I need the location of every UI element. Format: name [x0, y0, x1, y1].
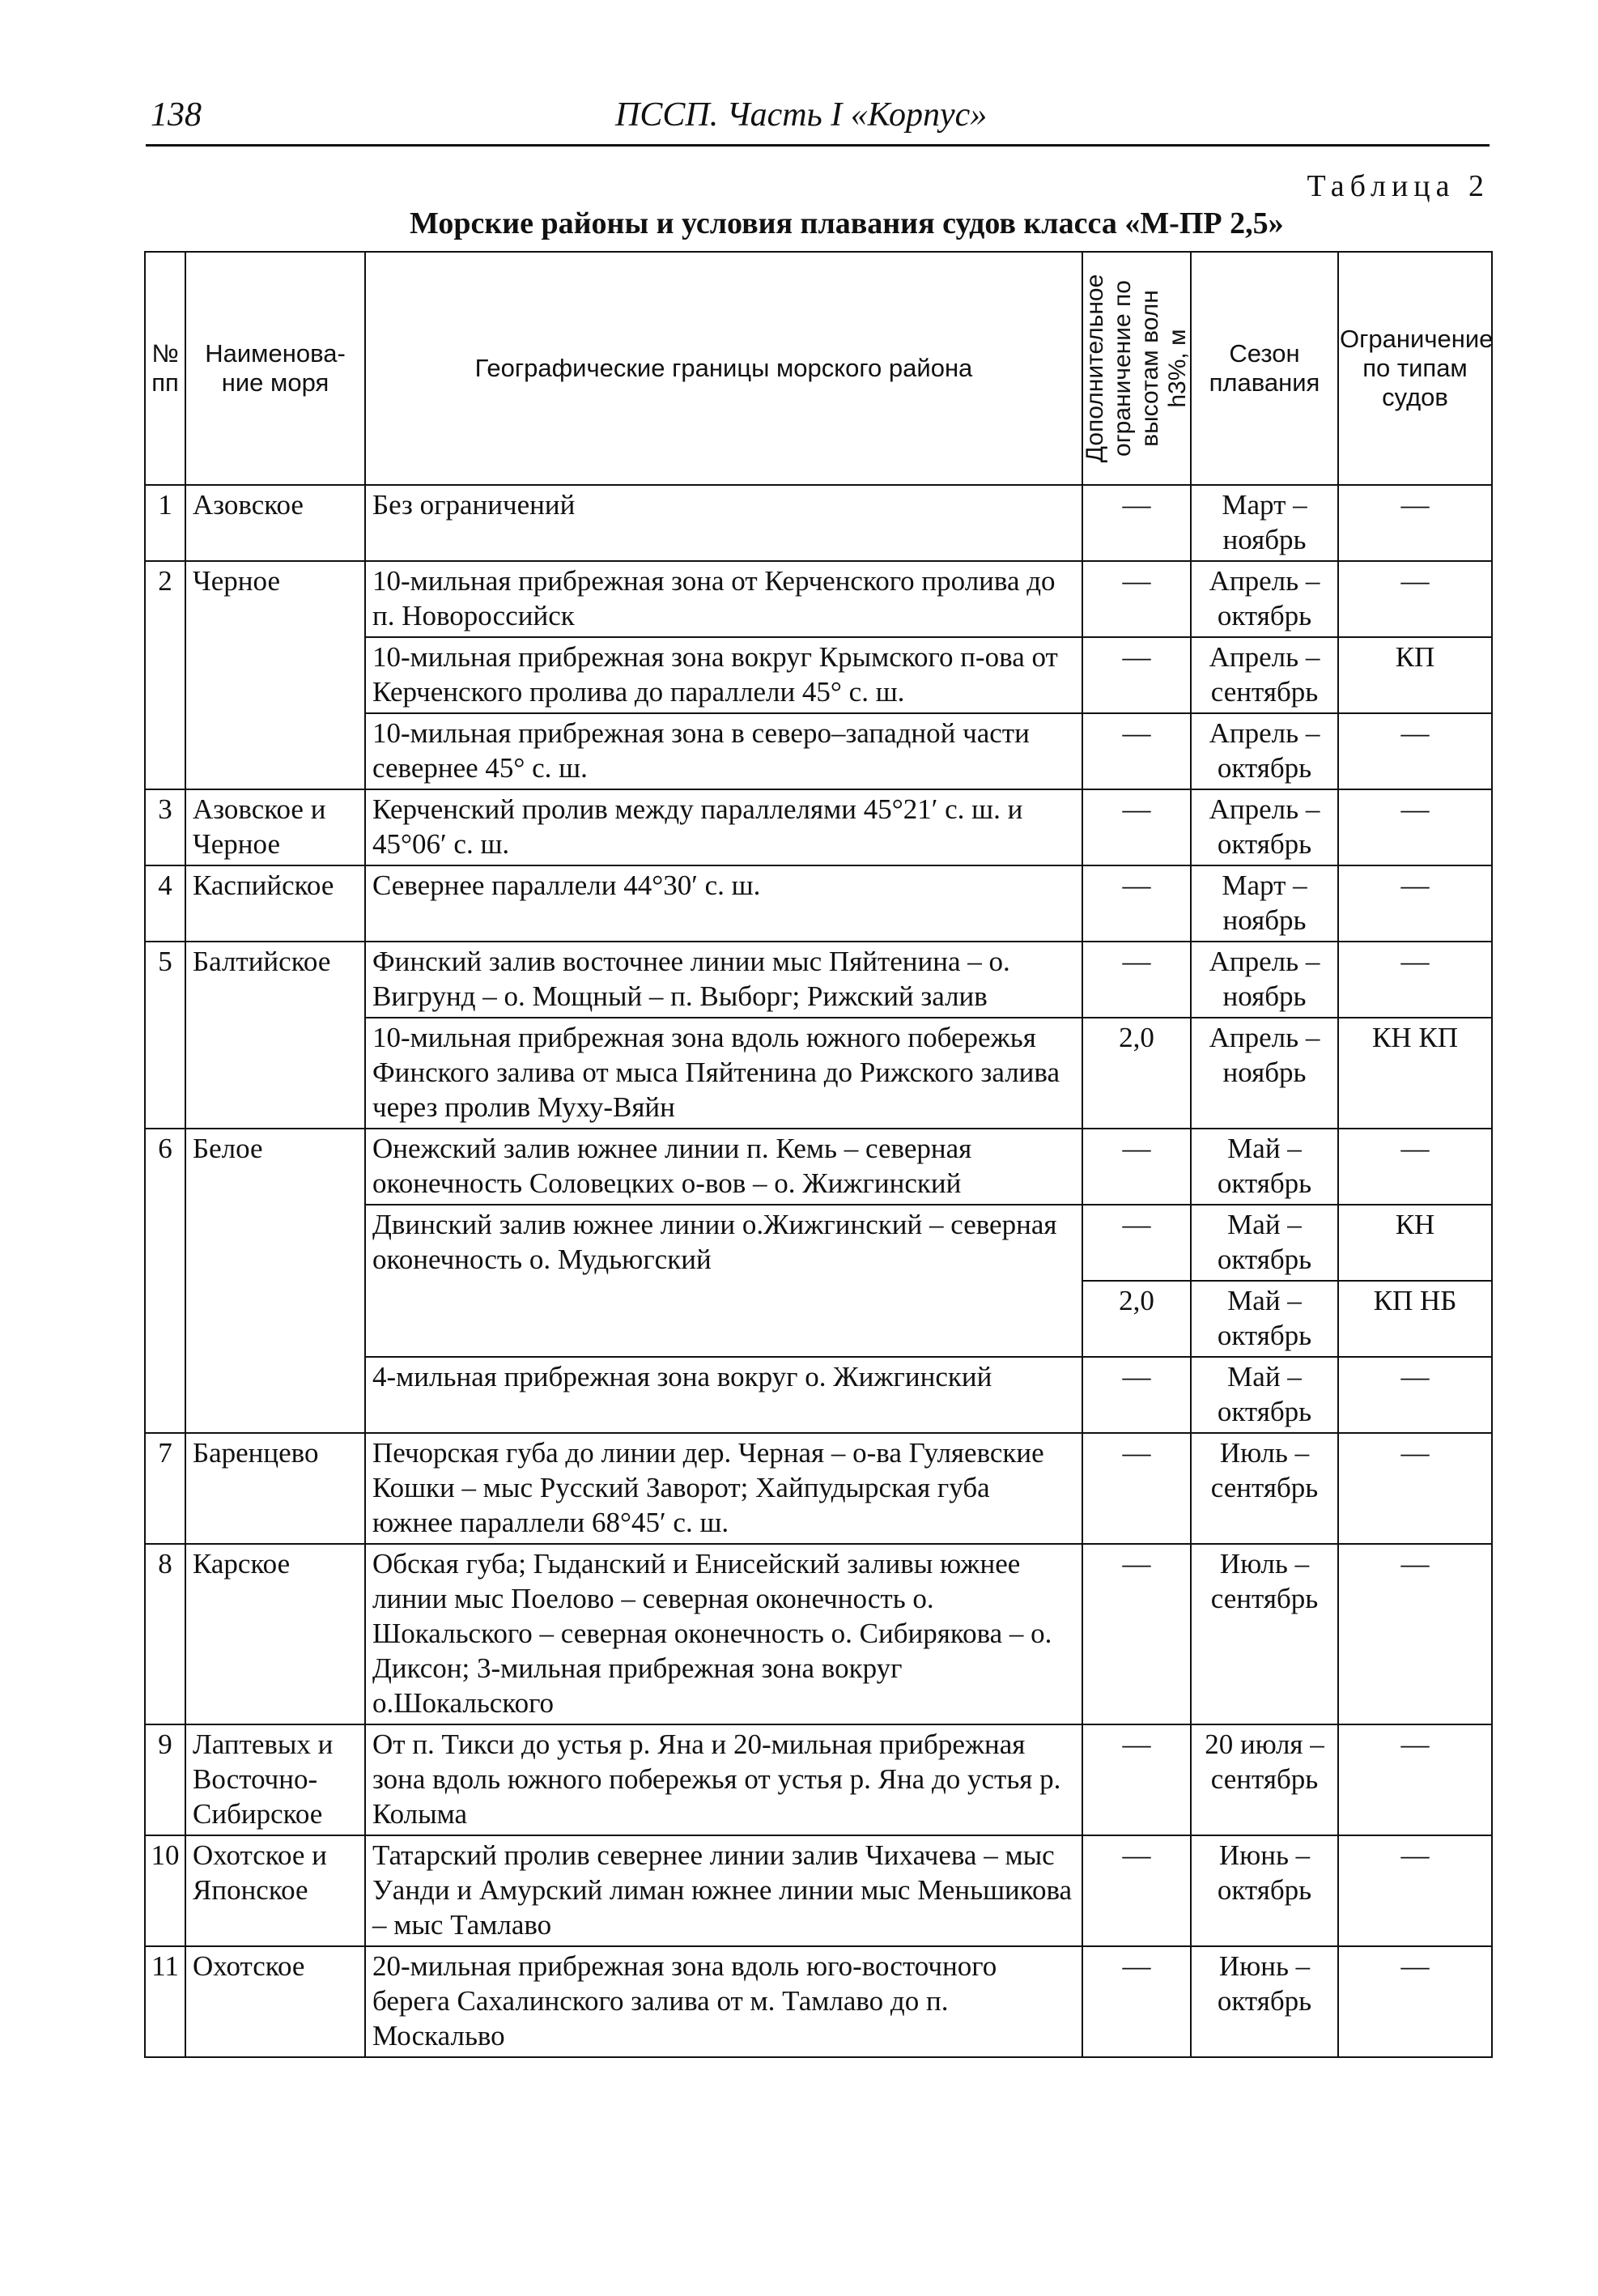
restriction: — [1338, 865, 1492, 942]
col-header-season: Сезон плавания [1191, 252, 1338, 485]
table-row [145, 1544, 1492, 1724]
wave-limit: — [1082, 485, 1191, 561]
table-row [145, 942, 1492, 1018]
restriction: — [1338, 1357, 1492, 1433]
sea-name: Каспийское [185, 865, 365, 942]
table-row [145, 1835, 1492, 1946]
season: Март – ноябрь [1191, 485, 1338, 561]
sea-name: Азовское [185, 485, 365, 561]
table-caption: Морские районы и условия плавания судов класса «М-ПР 2,5» [410, 206, 1284, 240]
wave-limit: — [1082, 1433, 1191, 1544]
wave-limit-label: Дополнительное ограничение по высотам волн h3%, м [1082, 274, 1191, 463]
area-boundary: Финский залив восточнее линии мыс Пяйтенина – о. Вигрунд – о. Мощный – п. Выборг; Рижский залив [365, 942, 1082, 1018]
restriction: — [1338, 1129, 1492, 1205]
wave-limit: 2,0 [1082, 1018, 1191, 1129]
season: Май – октябрь [1191, 1281, 1338, 1357]
col-header-wave-limit [1082, 252, 1191, 485]
restriction: — [1338, 713, 1492, 789]
area-boundary: 10-мильная прибрежная зона вокруг Крымского п-ова от Керченского пролива до параллели 45° с. ш. [365, 637, 1082, 713]
wave-limit: — [1082, 1357, 1191, 1433]
season: Апрель – сентябрь [1191, 637, 1338, 713]
sea-name: Охотское [185, 1946, 365, 2057]
row-number: 7 [145, 1433, 185, 1544]
season: Апрель – ноябрь [1191, 942, 1338, 1018]
area-boundary: Без ограничений [365, 485, 1082, 561]
restriction: — [1338, 1544, 1492, 1724]
wave-limit: — [1082, 942, 1191, 1018]
table-row [145, 1433, 1492, 1544]
col-header-restriction: Ограничение по типам судов [1338, 252, 1492, 485]
restriction: — [1338, 1835, 1492, 1946]
table-label: Таблица 2 [1307, 169, 1490, 203]
table-row [145, 865, 1492, 942]
area-boundary: 10-мильная прибрежная зона вдоль южного побережья Финского залива от мыса Пяйтенина до Рижского залива через пролив Муху-Вяйн [365, 1018, 1082, 1129]
season: Апрель – ноябрь [1191, 1018, 1338, 1129]
row-number: 1 [145, 485, 185, 561]
sea-name: Лаптевых и Восточно-Сибирское [185, 1724, 365, 1835]
season: Апрель – октябрь [1191, 561, 1338, 637]
wave-limit: — [1082, 713, 1191, 789]
page-number: 138 [151, 96, 202, 134]
table-row [145, 789, 1492, 865]
wave-limit: — [1082, 1724, 1191, 1835]
area-boundary: Керченский пролив между параллелями 45°21′ с. ш. и 45°06′ с. ш. [365, 789, 1082, 865]
wave-limit: — [1082, 1129, 1191, 1205]
sea-name: Белое [185, 1129, 365, 1433]
sea-name: Охотское и Японское [185, 1835, 365, 1946]
wave-limit: — [1082, 865, 1191, 942]
season: Апрель – октябрь [1191, 789, 1338, 865]
area-boundary: Онежский залив южнее линии п. Кемь – северная оконечность Соловецких о-вов – о. Жижгинский [365, 1129, 1082, 1205]
wave-limit: — [1082, 637, 1191, 713]
restriction: — [1338, 789, 1492, 865]
restriction: — [1338, 561, 1492, 637]
area-boundary: Севернее параллели 44°30′ с. ш. [365, 865, 1082, 942]
season: 20 июля – сентябрь [1191, 1724, 1338, 1835]
sea-name: Баренцево [185, 1433, 365, 1544]
table-row [145, 1724, 1492, 1835]
restriction: КП НБ [1338, 1281, 1492, 1357]
sea-name: Черное [185, 561, 365, 789]
row-number: 3 [145, 789, 185, 865]
area-boundary: Татарский пролив севернее линии залив Чихачева – мыс Уанди и Амурский лиман южнее линии мыс Меньшикова – мыс Тамлаво [365, 1835, 1082, 1946]
sea-name: Балтийское [185, 942, 365, 1129]
season: Июль – сентябрь [1191, 1433, 1338, 1544]
col-header-sea: Наименова-ние моря [185, 252, 365, 485]
wave-limit: — [1082, 561, 1191, 637]
season: Апрель – октябрь [1191, 713, 1338, 789]
restriction: КН КП [1338, 1018, 1492, 1129]
row-number: 6 [145, 1129, 185, 1433]
restriction: — [1338, 485, 1492, 561]
row-number: 8 [145, 1544, 185, 1724]
row-number: 5 [145, 942, 185, 1129]
wave-limit: — [1082, 1205, 1191, 1281]
row-number: 2 [145, 561, 185, 789]
table-row [145, 561, 1492, 637]
row-number: 4 [145, 865, 185, 942]
season: Май – октябрь [1191, 1357, 1338, 1433]
restriction: КП [1338, 637, 1492, 713]
row-number: 9 [145, 1724, 185, 1835]
season: Март – ноябрь [1191, 865, 1338, 942]
wave-limit: — [1082, 789, 1191, 865]
table-row [145, 1946, 1492, 2057]
table-header-row [145, 252, 1492, 485]
area-boundary: 10-мильная прибрежная зона от Керченского пролива до п. Новороссийск [365, 561, 1082, 637]
season: Июнь – октябрь [1191, 1946, 1338, 2057]
season: Май – октябрь [1191, 1205, 1338, 1281]
sea-areas-table [144, 251, 1493, 2058]
area-boundary: От п. Тикси до устья р. Яна и 20-мильная прибрежная зона вдоль южного побережья от устья р. Яна до устья р. Колыма [365, 1724, 1082, 1835]
row-number: 10 [145, 1835, 185, 1946]
restriction: — [1338, 942, 1492, 1018]
page-header [146, 96, 1490, 147]
area-boundary: 4-мильная прибрежная зона вокруг о. Жижгинский [365, 1357, 1082, 1433]
table-row [145, 1129, 1492, 1205]
wave-limit: 2,0 [1082, 1281, 1191, 1357]
restriction: — [1338, 1724, 1492, 1835]
table-row [145, 485, 1492, 561]
area-boundary: 10-мильная прибрежная зона в северо–западной части севернее 45° с. ш. [365, 713, 1082, 789]
season: Июнь – октябрь [1191, 1835, 1338, 1946]
wave-limit: — [1082, 1946, 1191, 2057]
area-boundary: Двинский залив южнее линии о.Жижгинский – северная оконечность о. Мудьюгский [365, 1205, 1082, 1357]
restriction: — [1338, 1433, 1492, 1544]
wave-limit: — [1082, 1544, 1191, 1724]
restriction: КН [1338, 1205, 1492, 1281]
col-header-boundaries: Географические границы морского района [365, 252, 1082, 485]
area-boundary: Печорская губа до линии дер. Черная – о-ва Гуляевские Кошки – мыс Русский Заворот; Хайпудырская губа южнее параллели 68°45′ с. ш. [365, 1433, 1082, 1544]
running-title: ПССП. Часть I «Корпус» [615, 96, 988, 134]
sea-name: Карское [185, 1544, 365, 1724]
area-boundary: Обская губа; Гыданский и Енисейский заливы южнее линии мыс Поелово – северная оконечность о. Шокальского – северная оконечность о. Сибирякова – о. Диксон; 3-мильная прибрежная зона вокруг о.Шокальского [365, 1544, 1082, 1724]
wave-limit: — [1082, 1835, 1191, 1946]
season: Май – октябрь [1191, 1129, 1338, 1205]
restriction: — [1338, 1946, 1492, 2057]
season: Июль – сентябрь [1191, 1544, 1338, 1724]
sea-name: Азовское и Черное [185, 789, 365, 865]
row-number: 11 [145, 1946, 185, 2057]
col-header-num: № пп [145, 252, 185, 485]
area-boundary: 20-мильная прибрежная зона вдоль юго-восточного берега Сахалинского залива от м. Тамлаво до п. Москальво [365, 1946, 1082, 2057]
